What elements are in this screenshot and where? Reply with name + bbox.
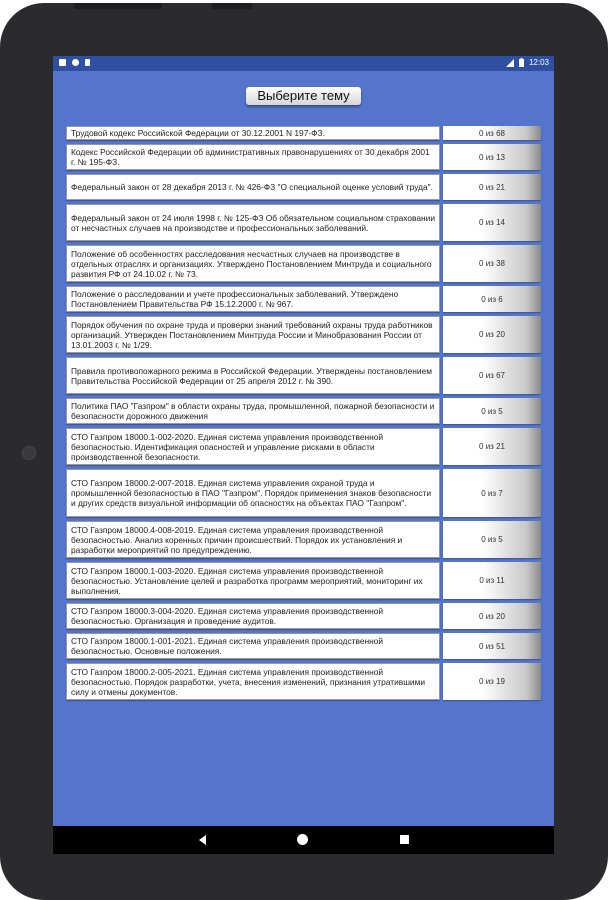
topic-label: Федеральный закон от 28 декабря 2013 г. № 426-ФЗ "О специальной оценке условий труда". (71, 182, 433, 192)
topic-button[interactable] (66, 398, 440, 424)
home-icon[interactable] (297, 834, 308, 845)
topic-button[interactable] (66, 357, 440, 394)
topic-progress-count[interactable]: 0 из 67 (443, 357, 541, 394)
topic-progress-count[interactable]: 0 из 5 (443, 398, 541, 424)
topic-row[interactable] (66, 603, 542, 629)
topic-button[interactable] (66, 316, 440, 353)
topic-row[interactable] (66, 633, 542, 659)
topic-progress-count[interactable]: 0 из 51 (443, 633, 541, 659)
back-icon[interactable] (199, 835, 206, 845)
topic-progress-count[interactable]: 0 из 5 (443, 521, 541, 558)
topic-list (66, 126, 542, 704)
topic-button[interactable] (66, 204, 440, 241)
topic-button[interactable] (66, 663, 440, 700)
page-title: Выберите тему (246, 87, 361, 105)
notification-icon (59, 59, 66, 66)
topic-row[interactable] (66, 357, 542, 394)
recent-apps-icon[interactable] (400, 835, 409, 844)
topic-button[interactable] (66, 286, 440, 312)
topic-progress-count[interactable]: 0 из 68 (443, 126, 541, 140)
topic-row[interactable] (66, 144, 542, 170)
topic-row[interactable] (66, 126, 542, 140)
topic-label: Положение об особенностях расследования несчастных случаев на производстве в отдельных отраслях и организациях. Утверждено Постановлением Минтруда и социального развития РФ от 24.10.02 г. № 73. (71, 248, 432, 279)
status-time: 12:03 (528, 58, 549, 67)
topic-progress-count[interactable]: 0 из 20 (443, 316, 541, 353)
topic-row[interactable] (66, 562, 542, 599)
topic-progress-count[interactable]: 0 из 14 (443, 204, 541, 241)
topic-button[interactable] (66, 603, 440, 629)
topic-label: СТО Газпром 18000.1-001-2021. Единая система управления производственной безопасностью. Основные положения. (71, 636, 384, 656)
topic-label: СТО Газпром 18000.2-005-2021. Единая система управления производственной безопасностью. Порядок разработки, учета, внесения изменений, признания утратившими силу и отмены документов. (71, 666, 426, 697)
power-button (212, 3, 252, 9)
sync-icon (72, 59, 79, 66)
topic-button[interactable] (66, 469, 440, 517)
topic-row[interactable] (66, 174, 542, 200)
topic-button[interactable] (66, 144, 440, 170)
topic-row[interactable] (66, 245, 542, 282)
topic-label: Правила противопожарного режима в Российской Федерации. Утверждены постановлением Правительства Российской Федерации от 25 апреля 2012 г. № 390. (71, 365, 432, 386)
topic-label: Трудовой кодекс Российской Федерации от 30.12.2001 N 197-ФЗ. (71, 128, 325, 138)
topic-row[interactable] (66, 521, 542, 558)
topic-row[interactable] (66, 428, 542, 465)
camera-icon (22, 446, 36, 460)
topic-label: СТО Газпром 18000.2-007-2018. Единая система управления охраной труда и промышленной безопасностью в ПАО "Газпром". Порядок применения знаков безопасности и других средств визуальной информации об опасностях на объектах ПАО "Газпром". (71, 478, 432, 508)
signal-icon (506, 59, 514, 67)
topic-progress-count[interactable]: 0 из 11 (443, 562, 541, 599)
topic-button[interactable] (66, 126, 440, 140)
topic-row[interactable] (66, 469, 542, 517)
topic-label: СТО Газпром 18000.4-008-2019. Единая система управления производственной безопасностью. Анализ коренных причин происшествий. Порядок их установления и разработки мероприятий по предупреждению. (71, 524, 403, 555)
battery-icon (519, 58, 524, 67)
topic-label: СТО Газпром 18000.1-003-2020. Единая система управления производственной безопасностью. Установление целей и разработка программ мероприятий, мониторинг их выполнения. (71, 565, 423, 596)
topic-label: Политика ПАО "Газпром" в области охраны труда, промышленной, пожарной безопасности и безопасности дорожного движения (71, 401, 435, 421)
volume-button (74, 3, 162, 9)
topic-progress-count[interactable]: 0 из 19 (443, 663, 541, 700)
topic-button[interactable] (66, 521, 440, 558)
topic-row[interactable] (66, 398, 542, 424)
topic-progress-count[interactable]: 0 из 21 (443, 428, 541, 465)
topic-row[interactable] (66, 286, 542, 312)
topic-row[interactable] (66, 316, 542, 353)
topic-row[interactable] (66, 663, 542, 700)
topic-label: Федеральный закон от 24 июля 1998 г. № 125-ФЗ Об обязательном социальном страховании от несчастных случаев на производстве и профессиональных заболеваний. (71, 212, 436, 233)
topic-progress-count[interactable]: 0 из 7 (443, 469, 541, 517)
sd-card-icon (85, 59, 90, 66)
topic-row[interactable] (66, 204, 542, 241)
topic-button[interactable] (66, 633, 440, 659)
topic-progress-count[interactable]: 0 из 6 (443, 286, 541, 312)
tablet-frame (0, 3, 608, 900)
status-bar (53, 56, 554, 71)
topic-progress-count[interactable]: 0 из 20 (443, 603, 541, 629)
topic-label: Положение о расследовании и учете профессиональных заболеваний. Утверждено Постановлением Правительства РФ 15.12.2000 г. № 967. (71, 289, 399, 309)
topic-button[interactable] (66, 174, 440, 200)
navigation-bar (53, 826, 554, 854)
topic-button[interactable] (66, 562, 440, 599)
topic-label: СТО Газпром 18000.1-002-2020. Единая система управления производственной безопасностью. Идентификация опасностей и управление рисками в области производственной безопасности. (71, 431, 384, 462)
topic-button[interactable] (66, 245, 440, 282)
topic-progress-count[interactable]: 0 из 38 (443, 245, 541, 282)
topic-progress-count[interactable]: 0 из 21 (443, 174, 541, 200)
topic-label: Порядок обучения по охране труда и проверки знаний требований охраны труда работников организаций. Утвержден Постановлением Минтруда России и Минобразования России от 13.01.2003 г. № 1/29. (71, 319, 433, 350)
topic-button[interactable] (66, 428, 440, 465)
topic-label: Кодекс Российской Федерации об административных правонарушениях от 30 декабря 2001 г. № 195-ФЗ. (71, 147, 430, 167)
topic-progress-count[interactable]: 0 из 13 (443, 144, 541, 170)
app-screen (53, 56, 554, 854)
topic-label: СТО Газпром 18000.3-004-2020. Единая система управления производственной безопасностью. Организация и проведение аудитов. (71, 606, 384, 626)
